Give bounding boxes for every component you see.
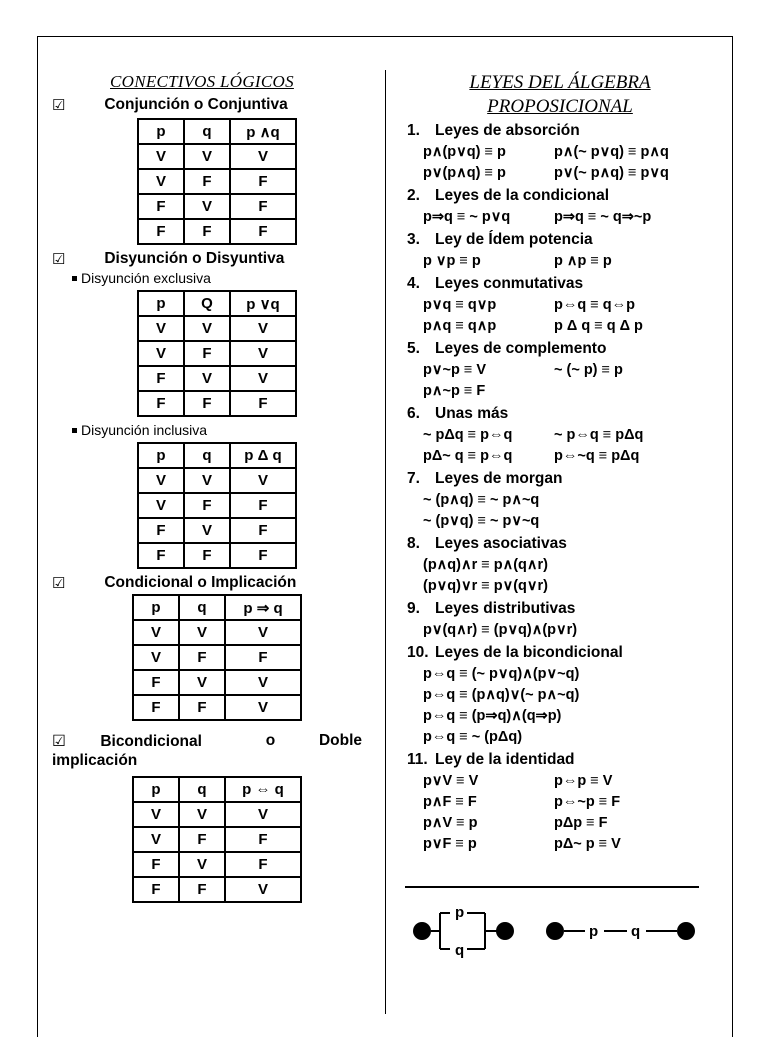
table-cell: F	[133, 670, 179, 695]
table-cell: V	[138, 468, 184, 493]
table-cell: V	[230, 468, 296, 493]
law-equivalence: p∨~p ≡ V	[423, 362, 486, 378]
law-heading	[407, 187, 609, 205]
table-header-cell: p ∧q	[230, 119, 296, 144]
law-equivalence: p⇒q ≡ ~ q⇒~p	[554, 209, 652, 225]
law-equivalence: pΔ~ p ≡ V	[554, 836, 621, 852]
table-row	[138, 366, 296, 391]
law-heading	[407, 751, 575, 769]
law-title: Leyes asociativas	[435, 535, 567, 552]
truth-table-exclusiva	[137, 290, 297, 417]
truth-table-inclusiva	[137, 442, 297, 569]
law-equivalence: ~ pΔq ≡ p⇔q	[423, 427, 513, 443]
law-equivalence: p⇔q ≡ (p⇒q)∧(q⇒p)	[423, 708, 562, 724]
table-cell: V	[230, 366, 296, 391]
table-header-row	[138, 443, 296, 468]
law-equivalence: (p∧q)∧r ≡ p∧(q∧r)	[423, 557, 548, 573]
table-header-cell: q	[184, 119, 230, 144]
law-equivalence: p∨V ≡ V	[423, 773, 479, 789]
subsection-label: Disyunción inclusiva	[81, 422, 208, 438]
law-equivalence: p⇔q ≡ (p∧q)∨(~ p∧~q)	[423, 687, 580, 703]
law-heading	[407, 644, 623, 662]
table-row	[138, 169, 296, 194]
law-heading	[407, 535, 567, 553]
bullet-icon	[72, 428, 77, 433]
table-header-cell: Q	[184, 291, 230, 316]
right-title-line1: LEYES DEL ÁLGEBRA	[469, 72, 651, 93]
law-equivalence: p∧(~ p∨q) ≡ p∧q	[554, 144, 669, 160]
law-equivalence: p∨(~ p∧q) ≡ p∨q	[554, 165, 669, 181]
table-cell: F	[138, 194, 184, 219]
table-header-cell: p ⇔ q	[225, 777, 301, 802]
truth-table-bicondicional	[132, 776, 302, 903]
table-header-cell: q	[179, 595, 225, 620]
truth-table-conjuncion	[137, 118, 297, 245]
law-number: 1.	[407, 122, 420, 139]
table-cell: V	[133, 802, 179, 827]
table-cell: F	[184, 543, 230, 568]
table-cell: V	[230, 316, 296, 341]
table-header-cell: p	[138, 119, 184, 144]
table-cell: F	[230, 518, 296, 543]
table-cell: F	[184, 493, 230, 518]
law-title: Ley de la identidad	[435, 751, 575, 768]
section-label-word: Doble	[318, 732, 362, 749]
law-title: Leyes de absorción	[435, 122, 580, 139]
law-equivalence: p∨(p∧q) ≡ p	[423, 165, 506, 181]
table-cell: V	[184, 144, 230, 169]
terminal-dot	[546, 922, 564, 940]
law-number: 8.	[407, 535, 420, 552]
law-equivalence: p⇒q ≡ ~ p∨q	[423, 209, 511, 225]
table-row	[133, 877, 301, 902]
table-cell: F	[184, 219, 230, 244]
table-cell: F	[138, 366, 184, 391]
table-cell: V	[230, 144, 296, 169]
table-cell: F	[133, 695, 179, 720]
table-row	[133, 645, 301, 670]
table-row	[138, 316, 296, 341]
law-heading	[407, 340, 606, 358]
table-cell: F	[179, 695, 225, 720]
truth-table-condicional	[132, 594, 302, 721]
table-cell: F	[225, 827, 301, 852]
table-cell: V	[184, 366, 230, 391]
table-header-cell: p	[133, 777, 179, 802]
table-cell: V	[225, 695, 301, 720]
section-label: Condicional o Implicación	[104, 574, 297, 591]
law-heading	[407, 122, 580, 140]
table-cell: V	[225, 802, 301, 827]
law-number: 3.	[407, 231, 420, 248]
table-header-cell: p Δ q	[230, 443, 296, 468]
table-cell: V	[184, 194, 230, 219]
table-cell: F	[225, 852, 301, 877]
law-equivalence: p∧F ≡ F	[423, 794, 477, 810]
table-cell: F	[133, 877, 179, 902]
section-condicional	[52, 574, 296, 592]
table-cell: V	[225, 670, 301, 695]
law-heading	[407, 275, 583, 293]
law-equivalence: pΔp ≡ F	[554, 815, 608, 831]
table-cell: F	[230, 219, 296, 244]
section-label: Disyunción o Disyuntiva	[104, 250, 285, 267]
table-row	[138, 144, 296, 169]
parallel-top-label: p	[455, 904, 465, 921]
terminal-dot	[413, 922, 431, 940]
table-cell: V	[179, 620, 225, 645]
bullet-icon	[72, 276, 77, 281]
table-row	[138, 219, 296, 244]
table-cell: V	[225, 877, 301, 902]
table-cell: V	[184, 518, 230, 543]
subsection-inclusiva	[72, 422, 207, 438]
law-heading	[407, 231, 593, 249]
law-equivalence: p⇔p ≡ V	[554, 773, 613, 789]
table-row	[138, 518, 296, 543]
table-cell: F	[133, 852, 179, 877]
table-cell: V	[230, 341, 296, 366]
law-heading	[407, 470, 563, 488]
section-label: Conjunción o Conjuntiva	[104, 96, 288, 113]
law-number: 7.	[407, 470, 420, 487]
table-cell: F	[225, 645, 301, 670]
law-title: Leyes distributivas	[435, 600, 576, 617]
table-cell: F	[138, 518, 184, 543]
table-row	[138, 391, 296, 416]
law-equivalence: ~ (~ p) ≡ p	[554, 362, 623, 378]
law-equivalence: p∧V ≡ p	[423, 815, 478, 831]
law-number: 5.	[407, 340, 420, 357]
table-cell: V	[133, 827, 179, 852]
table-cell: F	[179, 877, 225, 902]
column-divider	[385, 70, 386, 1014]
law-number: 9.	[407, 600, 420, 617]
table-header-row	[133, 777, 301, 802]
table-header-row	[138, 291, 296, 316]
table-cell: F	[230, 194, 296, 219]
right-title-line2: PROPOSICIONAL	[487, 96, 633, 117]
table-cell: F	[230, 169, 296, 194]
table-cell: F	[138, 391, 184, 416]
table-header-cell: p	[133, 595, 179, 620]
table-row	[138, 194, 296, 219]
section-disyuncion	[52, 250, 284, 268]
table-cell: F	[138, 543, 184, 568]
law-number: 11.	[407, 751, 428, 768]
table-row	[133, 670, 301, 695]
law-equivalence: ~ (p∧q) ≡ ~ p∧~q	[423, 492, 540, 508]
law-number: 2.	[407, 187, 420, 204]
law-equivalence: pΔ~ q ≡ p⇔q	[423, 448, 513, 464]
law-number: 6.	[407, 405, 420, 422]
law-number: 4.	[407, 275, 420, 292]
table-cell: F	[230, 493, 296, 518]
law-number: 10.	[407, 644, 429, 661]
table-row	[133, 695, 301, 720]
law-title: Leyes conmutativas	[435, 275, 584, 292]
law-title: Leyes de morgan	[435, 470, 563, 487]
law-equivalence: p ∨p ≡ p	[423, 253, 481, 269]
table-header-cell: q	[184, 443, 230, 468]
law-title: Leyes de la condicional	[435, 187, 610, 204]
table-cell: V	[138, 493, 184, 518]
table-header-cell: p ⇒ q	[225, 595, 301, 620]
table-cell: F	[230, 543, 296, 568]
terminal-dot	[677, 922, 695, 940]
law-heading	[407, 600, 575, 618]
checkbox-icon: ☑	[52, 575, 66, 592]
section-conjuncion	[52, 96, 288, 114]
table-row	[138, 543, 296, 568]
table-cell: V	[225, 620, 301, 645]
law-title: Leyes de la bicondicional	[435, 644, 623, 661]
law-title: Leyes de complemento	[435, 340, 607, 357]
series-second-label: q	[631, 923, 641, 940]
law-equivalence: p⇔q ≡ ~ (pΔq)	[423, 729, 523, 745]
table-row	[138, 468, 296, 493]
table-cell: F	[138, 219, 184, 244]
law-heading	[407, 405, 508, 423]
table-row	[133, 620, 301, 645]
table-row	[133, 827, 301, 852]
table-row	[133, 802, 301, 827]
left-title: CONECTIVOS LÓGICOS	[110, 72, 294, 91]
table-cell: F	[179, 827, 225, 852]
law-equivalence: p∧(p∨q) ≡ p	[423, 144, 506, 160]
table-header-cell: q	[179, 777, 225, 802]
table-cell: V	[179, 802, 225, 827]
table-cell: V	[184, 316, 230, 341]
horizontal-rule	[405, 886, 699, 888]
table-header-cell: p ∨q	[230, 291, 296, 316]
table-cell: V	[179, 670, 225, 695]
subsection-exclusiva	[72, 270, 211, 286]
table-cell: V	[133, 620, 179, 645]
subsection-label: Disyunción exclusiva	[81, 270, 211, 286]
parallel-circuit	[413, 904, 514, 959]
law-title: Unas más	[435, 405, 509, 422]
table-header-row	[133, 595, 301, 620]
table-row	[133, 852, 301, 877]
law-title: Ley de Ídem potencia	[435, 231, 593, 248]
section-label-word: Bicondicional	[100, 733, 202, 750]
table-cell: V	[179, 852, 225, 877]
table-cell: V	[138, 341, 184, 366]
circuit-diagrams	[405, 895, 705, 965]
checkbox-icon: ☑	[52, 251, 66, 268]
section-label-line2: implicación	[52, 752, 138, 769]
table-row	[138, 493, 296, 518]
series-circuit	[546, 922, 695, 940]
law-equivalence: p⇔q ≡ (~ p∨q)∧(p∨~q)	[423, 666, 580, 682]
table-cell: V	[133, 645, 179, 670]
law-equivalence: p Δ q ≡ q Δ p	[554, 318, 643, 334]
table-cell: V	[138, 316, 184, 341]
series-first-label: p	[589, 923, 599, 940]
table-header-cell: p	[138, 443, 184, 468]
table-cell: F	[179, 645, 225, 670]
checkbox-icon: ☑	[52, 733, 66, 750]
terminal-dot	[496, 922, 514, 940]
law-equivalence: p∧q ≡ q∧p	[423, 318, 497, 334]
law-equivalence: p∧~p ≡ F	[423, 383, 486, 399]
table-cell: F	[184, 169, 230, 194]
table-row	[138, 341, 296, 366]
law-equivalence: ~ (p∨q) ≡ ~ p∨~q	[423, 513, 540, 529]
table-cell: F	[184, 391, 230, 416]
law-equivalence: p⇔~p ≡ F	[554, 794, 621, 810]
parallel-bottom-label: q	[455, 942, 465, 959]
table-cell: V	[138, 169, 184, 194]
table-cell: V	[138, 144, 184, 169]
law-equivalence: (p∨q)∨r ≡ p∨(q∨r)	[423, 578, 548, 594]
table-header-row	[138, 119, 296, 144]
table-header-cell: p	[138, 291, 184, 316]
law-equivalence: p⇔~q ≡ pΔq	[554, 448, 640, 464]
table-cell: F	[184, 341, 230, 366]
law-equivalence: p ∧p ≡ p	[554, 253, 612, 269]
law-equivalence: p∨q ≡ q∨p	[423, 297, 497, 313]
checkbox-icon: ☑	[52, 97, 66, 114]
law-equivalence: p∨(q∧r) ≡ (p∨q)∧(p∨r)	[423, 622, 578, 638]
section-bicondicional	[52, 732, 362, 751]
law-equivalence: p⇔q ≡ q⇔p	[554, 297, 635, 313]
table-cell: F	[230, 391, 296, 416]
law-equivalence: ~ p⇔q ≡ pΔq	[554, 427, 644, 443]
table-cell: V	[184, 468, 230, 493]
law-equivalence: p∨F ≡ p	[423, 836, 477, 852]
section-label-word: o	[265, 732, 276, 749]
